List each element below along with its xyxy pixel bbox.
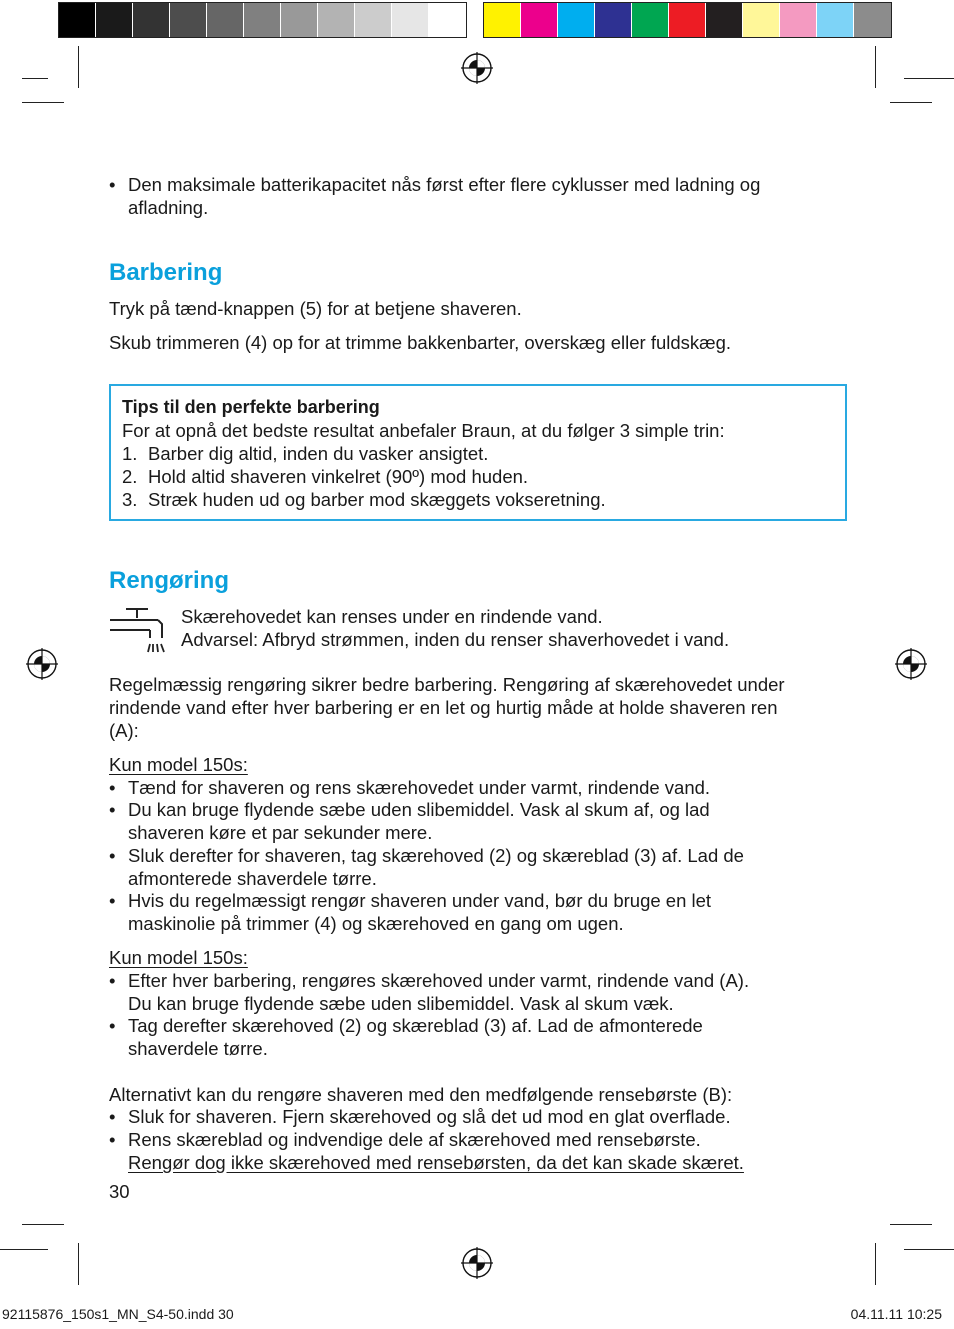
barbering-paragraph: Tryk på tænd-knappen (5) for at betjene shaveren. — [109, 298, 522, 319]
list-item-line: Du kan bruge flydende sæbe uden slibemiddel. Vask al skum af, og lad — [128, 799, 710, 820]
tips-item-number: 1. — [122, 443, 138, 464]
crop-mark — [22, 102, 64, 103]
intro-bullet-line: Den maksimale batterikapacitet nås først efter flere cyklusser med ladning og — [128, 174, 761, 195]
color-swatch — [96, 3, 133, 37]
tips-item-text: Barber dig altid, inden du vasker ansigtet. — [148, 443, 489, 464]
file-slug: 92115876_150s1_MN_S4-50.indd 30 — [2, 1306, 234, 1322]
color-swatch — [669, 3, 706, 37]
tips-item — [122, 465, 137, 488]
registration-mark-icon — [26, 648, 58, 680]
color-swatch — [632, 3, 669, 37]
list-item-line: afmonterede shaverdele tørre. — [128, 868, 377, 889]
crop-mark — [875, 1243, 876, 1285]
color-swatch — [318, 3, 355, 37]
color-swatch — [59, 3, 96, 37]
color-swatch — [780, 3, 817, 37]
crop-mark — [904, 78, 954, 79]
color-swatch — [817, 3, 854, 37]
color-swatch — [429, 3, 466, 37]
color-swatch — [595, 3, 632, 37]
cleaning-paragraph-line: rindende vand efter hver barbering er en let og hurtig måde at holde shaveren ren — [109, 697, 778, 718]
crop-mark — [904, 1249, 954, 1250]
crop-mark — [890, 102, 932, 103]
list-item-line: Rens skæreblad og indvendige dele af skærehoved med rensebørste. — [128, 1129, 701, 1150]
color-swatch — [244, 3, 281, 37]
crop-mark — [0, 1249, 48, 1250]
model-label: Kun model 150s: — [109, 754, 248, 775]
registration-mark-icon — [461, 1247, 493, 1279]
list-item-line: shaverdele tørre. — [128, 1038, 268, 1059]
brush-warning: Rengør dog ikke skærehoved med rensebørsten, da det kan skade skæret. — [128, 1152, 744, 1173]
crop-mark — [78, 46, 79, 88]
color-swatch — [133, 3, 170, 37]
alternative-intro: Alternativt kan du rengøre shaveren med den medfølgende rensebørste (B): — [109, 1084, 733, 1105]
print-timestamp: 04.11.11 10:25 — [850, 1306, 942, 1322]
list-item-line: Tænd for shaveren og rens skærehovedet under varmt, rindende vand. — [128, 777, 711, 798]
tips-title: Tips til den perfekte barbering — [122, 397, 380, 417]
cleaning-paragraph-line: (A): — [109, 720, 139, 741]
tips-box — [109, 384, 847, 521]
color-swatch — [355, 3, 392, 37]
tips-item-number: 3. — [122, 489, 138, 510]
crop-mark — [875, 46, 876, 88]
tips-item-number: 2. — [122, 466, 138, 487]
color-swatch — [854, 3, 891, 37]
color-swatch — [392, 3, 429, 37]
list-item-line: Sluk for shaveren. Fjern skærehoved og slå det ud mod en glat overflade. — [128, 1106, 731, 1127]
list-item-line: shaveren køre et par sekunder mere. — [128, 822, 433, 843]
registration-mark-icon — [895, 648, 927, 680]
registration-mark-icon — [461, 52, 493, 84]
section-heading-barbering: Barbering — [109, 259, 223, 286]
page-number: 30 — [109, 1181, 130, 1202]
list-item-line: Sluk derefter for shaveren, tag skærehoved (2) og skæreblad (3) af. Lad de — [128, 845, 744, 866]
gray-color-bar — [58, 2, 467, 38]
list-item-line: Tag derefter skærehoved (2) og skæreblad (3) af. Lad de afmonterede — [128, 1015, 703, 1036]
rinse-info: Skærehovedet kan renses under en rindende vand. — [181, 606, 603, 627]
water-tap-icon — [108, 606, 168, 666]
crop-mark — [890, 1224, 932, 1225]
section-heading-rengoring: Rengøring — [109, 567, 229, 594]
color-swatch — [558, 3, 595, 37]
color-swatch — [170, 3, 207, 37]
cleaning-paragraph-line: Regelmæssig rengøring sikrer bedre barbering. Rengøring af skærehovedet under — [109, 674, 785, 695]
crop-mark — [78, 1243, 79, 1285]
list-item-line: Hvis du regelmæssigt rengør shaveren under vand, bør du bruge en let — [128, 890, 712, 911]
color-swatch — [521, 3, 558, 37]
tips-intro: For at opnå det bedste resultat anbefaler Braun, at du følger 3 simple trin: — [122, 420, 725, 441]
barbering-paragraph: Skub trimmeren (4) op for at trimme bakkenbarter, overskæg eller fuldskæg. — [109, 332, 732, 353]
color-swatch — [706, 3, 743, 37]
model-label: Kun model 150s: — [109, 947, 248, 968]
color-swatch — [207, 3, 244, 37]
tips-item — [122, 488, 137, 511]
crop-mark — [22, 1224, 64, 1225]
color-swatch — [484, 3, 521, 37]
color-swatch — [281, 3, 318, 37]
list-item-line: Du kan bruge flydende sæbe uden slibemiddel. Vask al skum væk. — [128, 993, 674, 1014]
tips-item-text: Hold altid shaveren vinkelret (90º) mod huden. — [148, 466, 529, 487]
tips-item-text: Stræk huden ud og barber mod skæggets vokseretning. — [148, 489, 606, 510]
list-item-line: Efter hver barbering, rengøres skærehoved under varmt, rindende vand (A). — [128, 970, 750, 991]
color-swatch — [743, 3, 780, 37]
crop-mark — [22, 78, 48, 79]
intro-bullet-line: afladning. — [128, 197, 209, 218]
rinse-warning: Advarsel: Afbryd strømmen, inden du renser shaverhovedet i vand. — [181, 629, 730, 650]
process-color-bar — [483, 2, 892, 38]
list-item-line: maskinolie på trimmer (4) og skærehoved en gang om ugen. — [128, 913, 624, 934]
tips-item — [122, 442, 137, 465]
